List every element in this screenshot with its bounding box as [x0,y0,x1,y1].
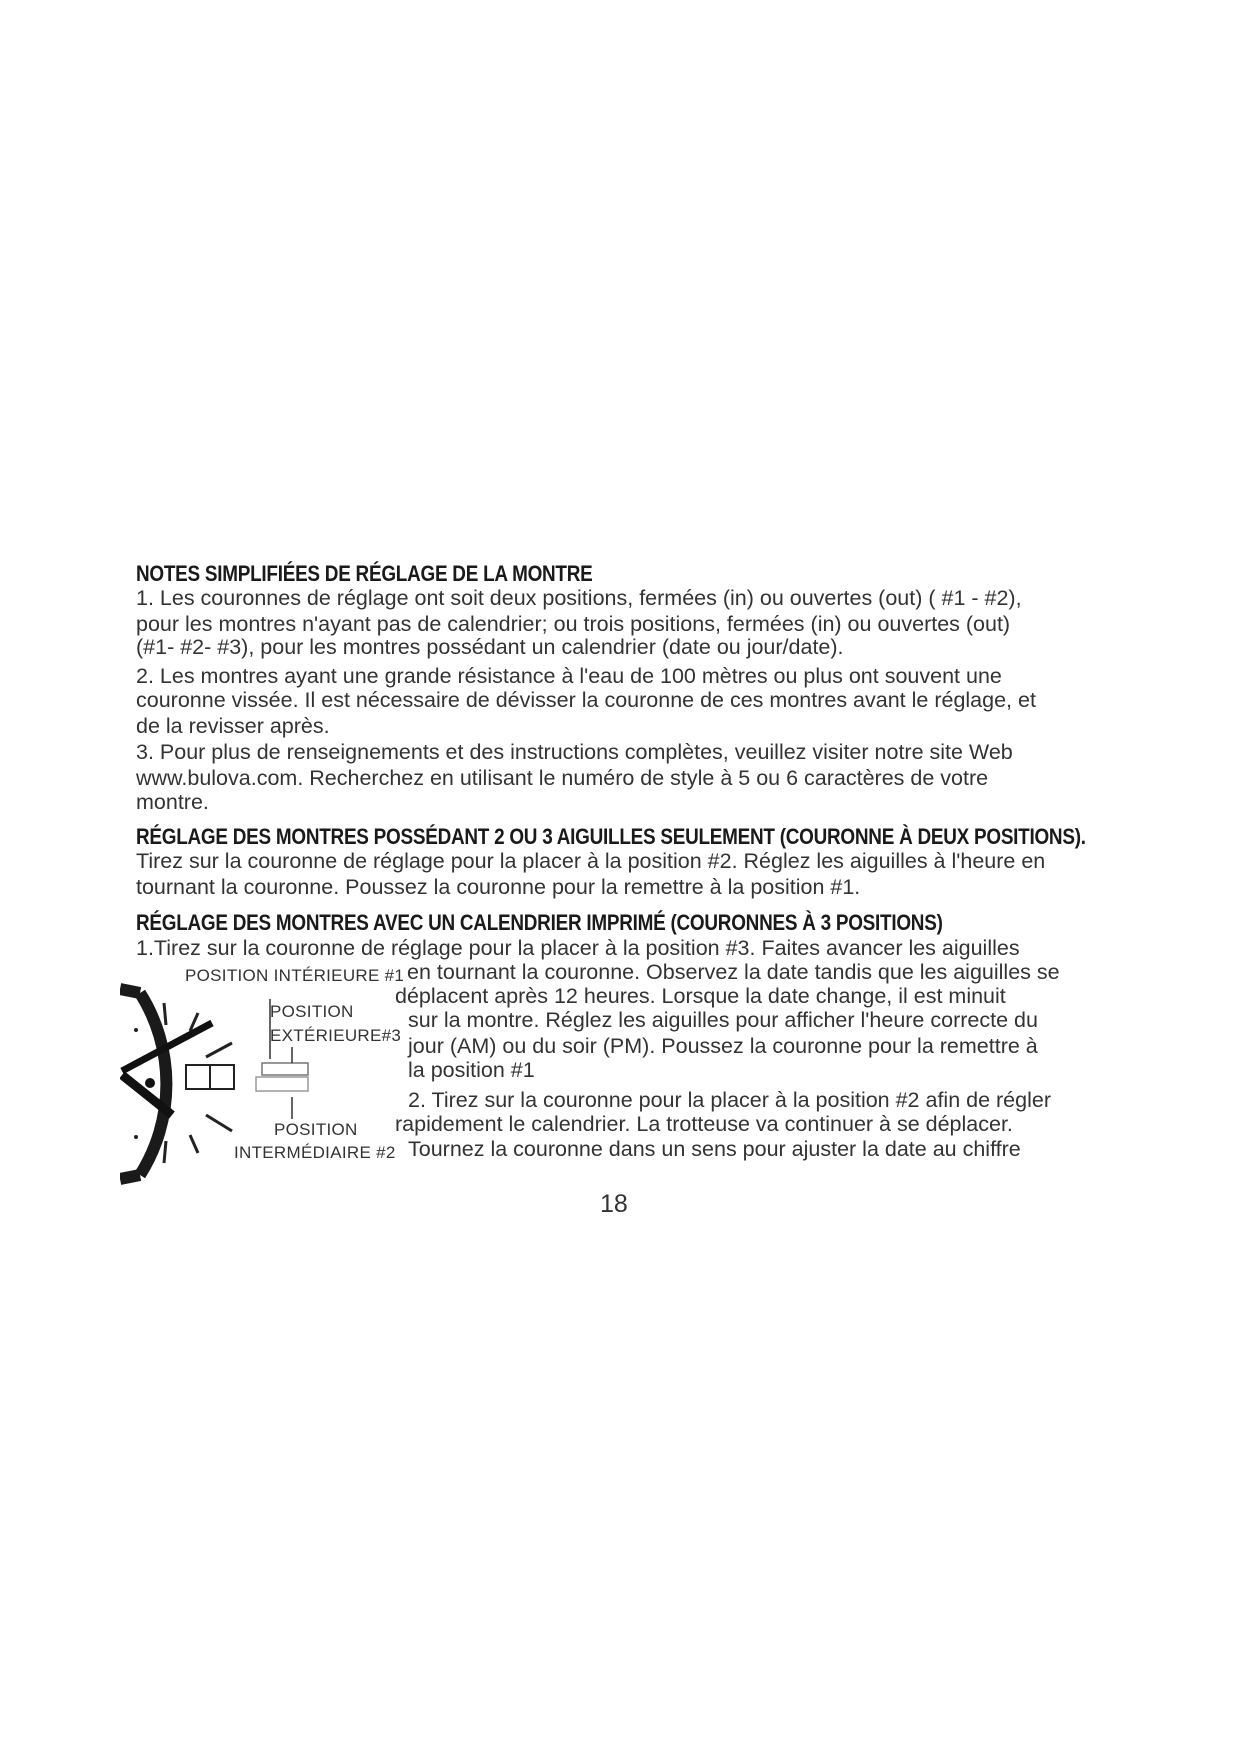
watch-case-top [120,989,140,993]
label-outer-position: EXTÉRIEURE#3 [270,1026,402,1045]
hour-marker [206,1043,232,1057]
paragraph-line: 1. Les couronnes de réglage ont soit deux positions, fermées (in) ou ouvertes (out) ( #1 - #2), [136,586,1022,610]
paragraph-line: rapidement le calendrier. La trotteuse va continuer à se déplacer. [395,1112,1013,1136]
minute-dot [134,1028,138,1032]
crown-outer-position [262,1063,308,1075]
hour-marker [164,1141,166,1163]
label-middle-position: INTERMÉDIAIRE #2 [234,1143,396,1162]
section-heading-three-position-crown: RÉGLAGE DES MONTRES AVEC UN CALENDRIER IMPRIMÉ (COURONNES À 3 POSITIONS) [136,910,943,935]
hands-pivot [145,1078,155,1088]
paragraph-line: montre. [136,790,209,814]
page-number: 18 [600,1190,628,1218]
paragraph-line: sur la montre. Réglez les aiguilles pour afficher l'heure correcte du [408,1008,1038,1032]
label-outer-position: POSITION [270,1002,354,1021]
section-heading-two-position-crown: RÉGLAGE DES MONTRES POSSÉDANT 2 OU 3 AIGUILLES SEULEMENT (COURONNE À DEUX POSITIONS). [136,824,1086,849]
paragraph-line: couronne vissée. Il est nécessaire de dévisser la couronne de ces montres avant le réglage, et [136,688,1036,712]
paragraph-line: 2. Tirez sur la couronne pour la placer à la position #2 afin de régler [408,1088,1051,1112]
paragraph-line: www.bulova.com. Recherchez en utilisant le numéro de style à 5 ou 6 caractères de votre [136,766,989,790]
crown-inner-position [256,1077,308,1091]
paragraph-line: 1.Tirez sur la couronne de réglage pour la placer à la position #3. Faites avancer les aiguilles [136,936,1020,960]
paragraph-line: (#1- #2- #3), pour les montres possédant un calendrier (date ou jour/date). [136,635,844,659]
hour-marker [190,1135,198,1153]
watch-case-bottom [120,1175,140,1179]
paragraph-line: en tournant la couronne. Observez la date tandis que les aiguilles se [407,960,1060,984]
paragraph-line: 2. Les montres ayant une grande résistance à l'eau de 100 mètres ou plus ont souvent une [136,664,1002,688]
paragraph-line: 3. Pour plus de renseignements et des instructions complètes, veuillez visiter notre site Web [136,740,1013,764]
label-inner-position: POSITION INTÉRIEURE #1 [185,966,405,985]
section-heading-simplified-notes: NOTES SIMPLIFIÉES DE RÉGLAGE DE LA MONTRE [136,561,593,586]
paragraph-line: pour les montres n'ayant pas de calendrier; ou trois positions, fermées (in) ou ouvertes (out) [136,612,1011,636]
paragraph-line: tournant la couronne. Poussez la couronne pour la remettre à la position #1. [136,875,861,899]
paragraph-line: la position #1 [408,1058,535,1082]
paragraph-line: déplacent après 12 heures. Lorsque la date change, il est minuit [395,984,1006,1008]
paragraph-line: Tournez la couronne dans un sens pour ajuster la date au chiffre [408,1137,1021,1161]
paragraph-line: de la revisser après. [136,714,330,738]
paragraph-line: jour (AM) ou du soir (PM). Poussez la couronne pour la remettre à [408,1034,1038,1058]
paragraph-line: Tirez sur la couronne de réglage pour la placer à la position #2. Réglez les aiguilles à l'heure en [136,849,1046,873]
label-middle-position: POSITION [274,1120,358,1139]
hour-marker [164,1003,166,1025]
minute-dot [134,1135,138,1139]
hour-marker [206,1115,232,1131]
